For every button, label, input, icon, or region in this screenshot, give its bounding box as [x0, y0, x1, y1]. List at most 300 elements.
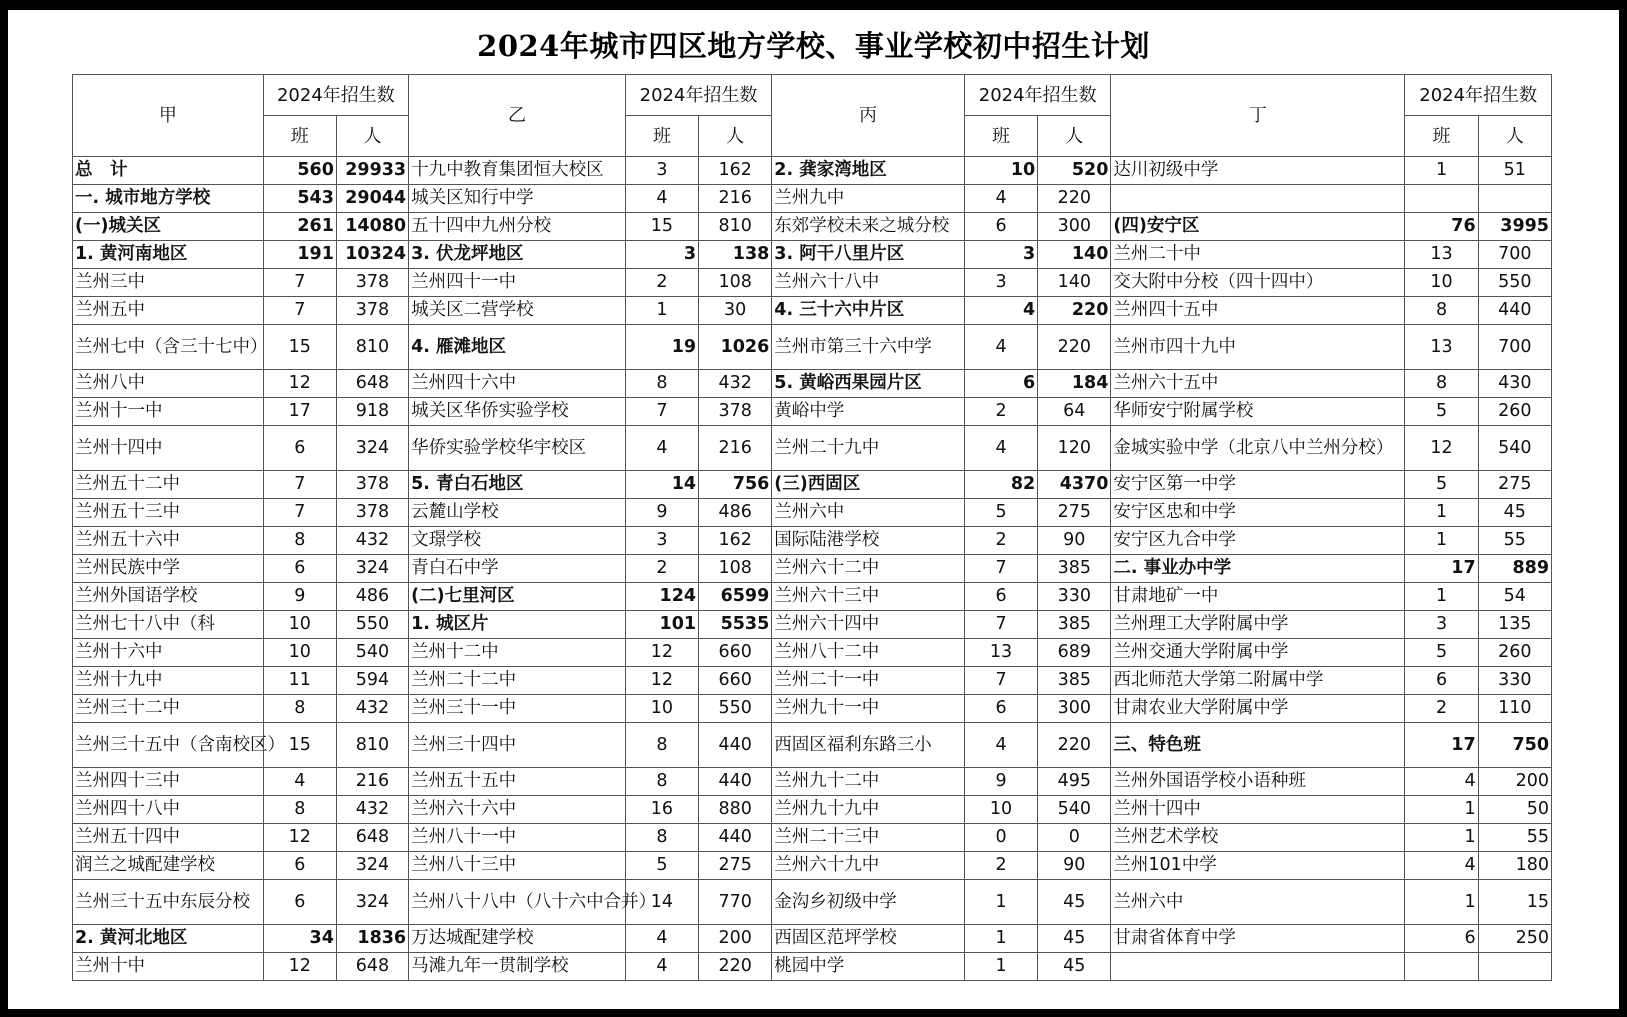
class-count-cell: 4	[625, 185, 698, 213]
people-count-cell: 432	[336, 527, 408, 555]
school-name-cell: 兰州101中学	[1111, 852, 1405, 880]
school-name-cell: 安宁区九合中学	[1111, 527, 1405, 555]
school-name-cell: 兰州十九中	[73, 667, 264, 695]
people-count-cell: 1836	[336, 925, 408, 953]
school-name-cell: 甘肃农业大学附属中学	[1111, 695, 1405, 723]
school-name-cell: 文璟学校	[409, 527, 626, 555]
people-count-cell: 540	[336, 639, 408, 667]
school-name-cell: 兰州民族中学	[73, 555, 264, 583]
people-count-cell: 216	[336, 768, 408, 796]
people-count-cell: 140	[1038, 269, 1111, 297]
class-count-cell: 6	[1405, 925, 1478, 953]
class-count-cell: 82	[964, 471, 1037, 499]
class-count-cell: 10	[1405, 269, 1478, 297]
people-count-cell: 220	[1038, 185, 1111, 213]
school-name-cell: 兰州六中	[772, 499, 965, 527]
people-count-cell: 324	[336, 426, 408, 471]
school-name-cell: 兰州四十五中	[1111, 297, 1405, 325]
class-count-cell: 3	[625, 241, 698, 269]
school-name-cell: 兰州八中	[73, 370, 264, 398]
people-count-cell: 120	[1038, 426, 1111, 471]
class-count-cell: 2	[1405, 695, 1478, 723]
class-count-cell: 15	[263, 325, 336, 370]
class-count-cell: 3	[625, 527, 698, 555]
people-count-cell: 324	[336, 555, 408, 583]
people-count-cell: 29933	[336, 157, 408, 185]
school-name-cell: (一)城关区	[73, 213, 264, 241]
people-count-cell: 750	[1478, 723, 1551, 768]
class-count-cell: 3	[625, 157, 698, 185]
class-count-cell: 17	[263, 398, 336, 426]
class-header: 班	[964, 116, 1037, 157]
class-count-cell: 13	[964, 639, 1037, 667]
class-count-cell	[1405, 185, 1478, 213]
class-count-cell: 6	[263, 880, 336, 925]
people-count-cell: 540	[1038, 796, 1111, 824]
people-count-cell: 810	[336, 723, 408, 768]
people-count-cell: 486	[699, 499, 772, 527]
class-header: 班	[625, 116, 698, 157]
school-name-cell: 万达城配建学校	[409, 925, 626, 953]
class-count-cell: 6	[964, 583, 1037, 611]
class-count-cell: 15	[625, 213, 698, 241]
people-count-cell: 90	[1038, 852, 1111, 880]
school-name-cell: 兰州四十八中	[73, 796, 264, 824]
school-name-cell: 兰州五十六中	[73, 527, 264, 555]
school-name-cell: 兰州艺术学校	[1111, 824, 1405, 852]
people-count-cell	[1478, 185, 1551, 213]
class-count-cell: 14	[625, 880, 698, 925]
class-count-cell: 9	[964, 768, 1037, 796]
people-count-cell: 55	[1478, 824, 1551, 852]
class-count-cell: 3	[964, 241, 1037, 269]
class-count-cell: 6	[964, 213, 1037, 241]
class-count-cell: 4	[964, 426, 1037, 471]
class-count-cell: 4	[964, 325, 1037, 370]
school-name-cell: 兰州三十一中	[409, 695, 626, 723]
school-name-cell: 兰州六十八中	[772, 269, 965, 297]
school-name-cell: 兰州四十三中	[73, 768, 264, 796]
class-count-cell: 76	[1405, 213, 1478, 241]
table-row	[73, 723, 1552, 768]
group-header: 丁	[1111, 75, 1405, 157]
people-count-cell: 330	[1478, 667, 1551, 695]
people-count-cell: 880	[699, 796, 772, 824]
table-row	[73, 611, 1552, 639]
class-count-cell: 34	[263, 925, 336, 953]
school-name-cell: 总 计	[73, 157, 264, 185]
school-name-cell: 兰州七中（含三十七中）	[73, 325, 264, 370]
class-count-cell	[1405, 953, 1478, 981]
school-name-cell: 兰州交通大学附属中学	[1111, 639, 1405, 667]
school-name-cell: 兰州五中	[73, 297, 264, 325]
people-count-cell: 108	[699, 269, 772, 297]
table-row	[73, 953, 1552, 981]
class-count-cell: 12	[625, 639, 698, 667]
people-count-cell: 700	[1478, 241, 1551, 269]
people-count-cell: 184	[1038, 370, 1111, 398]
people-count-cell: 220	[1038, 325, 1111, 370]
class-count-cell: 5	[1405, 639, 1478, 667]
document-title: 2024年城市四区地方学校、事业学校初中招生计划	[477, 29, 1150, 63]
school-name-cell: 一. 城市地方学校	[73, 185, 264, 213]
school-name-cell: (四)安宁区	[1111, 213, 1405, 241]
school-name-cell: 兰州七十八中（科	[73, 611, 264, 639]
class-count-cell: 1	[964, 880, 1037, 925]
people-count-cell: 385	[1038, 555, 1111, 583]
school-name-cell: 兰州六十六中	[409, 796, 626, 824]
table-row	[73, 583, 1552, 611]
people-count-cell: 135	[1478, 611, 1551, 639]
table-row	[73, 852, 1552, 880]
class-count-cell: 3	[1405, 611, 1478, 639]
class-count-cell: 8	[625, 370, 698, 398]
school-name-cell: 甘肃省体育中学	[1111, 925, 1405, 953]
people-count-cell: 689	[1038, 639, 1111, 667]
class-count-cell: 4	[625, 426, 698, 471]
school-name-cell: 城关区华侨实验学校	[409, 398, 626, 426]
school-name-cell: 兰州五十四中	[73, 824, 264, 852]
people-count-cell: 810	[336, 325, 408, 370]
table-row	[73, 499, 1552, 527]
class-count-cell: 4	[964, 297, 1037, 325]
class-count-cell: 4	[625, 953, 698, 981]
people-count-cell: 108	[699, 555, 772, 583]
people-count-cell: 14080	[336, 213, 408, 241]
table-row	[73, 370, 1552, 398]
people-count-cell: 4370	[1038, 471, 1111, 499]
people-count-cell: 918	[336, 398, 408, 426]
class-count-cell: 2	[964, 398, 1037, 426]
people-count-cell: 45	[1038, 953, 1111, 981]
people-count-cell: 180	[1478, 852, 1551, 880]
people-count-cell: 110	[1478, 695, 1551, 723]
people-count-cell: 216	[699, 426, 772, 471]
class-count-cell: 9	[625, 499, 698, 527]
class-count-cell: 1	[1405, 583, 1478, 611]
people-count-cell: 300	[1038, 213, 1111, 241]
class-count-cell: 7	[964, 611, 1037, 639]
school-name-cell: 黄峪中学	[772, 398, 965, 426]
class-count-cell: 10	[964, 157, 1037, 185]
class-count-cell: 1	[1405, 157, 1478, 185]
school-name-cell: 城关区二营学校	[409, 297, 626, 325]
people-count-cell: 162	[699, 527, 772, 555]
class-count-cell: 6	[964, 695, 1037, 723]
people-header: 人	[336, 116, 408, 157]
class-count-cell: 2	[625, 269, 698, 297]
people-count-cell: 378	[336, 471, 408, 499]
people-count-cell: 810	[699, 213, 772, 241]
school-name-cell: 兰州六十二中	[772, 555, 965, 583]
school-name-cell: 5. 黄峪西果园片区	[772, 370, 965, 398]
class-count-cell: 7	[964, 555, 1037, 583]
school-name-cell: (二)七里河区	[409, 583, 626, 611]
class-count-cell: 5	[964, 499, 1037, 527]
people-count-cell: 275	[699, 852, 772, 880]
people-count-cell: 200	[1478, 768, 1551, 796]
class-count-cell: 10	[263, 639, 336, 667]
school-name-cell: 兰州二十中	[1111, 241, 1405, 269]
people-count-cell: 45	[1478, 499, 1551, 527]
people-count-cell: 440	[699, 824, 772, 852]
document-page	[8, 10, 1619, 1009]
school-name-cell: 3. 阿干八里片区	[772, 241, 965, 269]
class-count-cell: 8	[1405, 297, 1478, 325]
class-count-cell: 4	[964, 723, 1037, 768]
class-count-cell: 4	[1405, 768, 1478, 796]
people-count-cell: 520	[1038, 157, 1111, 185]
group-header: 乙	[409, 75, 626, 157]
class-count-cell: 261	[263, 213, 336, 241]
people-count-cell: 90	[1038, 527, 1111, 555]
table-row	[73, 297, 1552, 325]
school-name-cell: 兰州五十三中	[73, 499, 264, 527]
class-count-cell: 9	[263, 583, 336, 611]
people-count-cell: 138	[699, 241, 772, 269]
people-count-cell: 30	[699, 297, 772, 325]
people-count-cell: 324	[336, 852, 408, 880]
class-count-cell: 6	[263, 426, 336, 471]
people-count-cell: 660	[699, 667, 772, 695]
people-count-cell: 700	[1478, 325, 1551, 370]
school-name-cell: 兰州理工大学附属中学	[1111, 611, 1405, 639]
class-count-cell: 19	[625, 325, 698, 370]
class-count-cell: 6	[964, 370, 1037, 398]
school-name-cell: 二. 事业办中学	[1111, 555, 1405, 583]
people-count-cell: 486	[336, 583, 408, 611]
school-name-cell: 1. 城区片	[409, 611, 626, 639]
school-name-cell: 华师安宁附属学校	[1111, 398, 1405, 426]
class-count-cell: 1	[1405, 796, 1478, 824]
table-row	[73, 667, 1552, 695]
people-count-cell: 5535	[699, 611, 772, 639]
people-count-cell: 275	[1038, 499, 1111, 527]
people-count-cell: 648	[336, 953, 408, 981]
school-name-cell: 兰州三十五中东辰分校	[73, 880, 264, 925]
school-name-cell: 五十四中九州分校	[409, 213, 626, 241]
people-header: 人	[1478, 116, 1551, 157]
class-count-cell: 16	[625, 796, 698, 824]
school-name-cell: 西固区范坪学校	[772, 925, 965, 953]
class-count-cell: 5	[1405, 471, 1478, 499]
school-name-cell: 兰州外国语学校小语种班	[1111, 768, 1405, 796]
people-count-cell: 594	[336, 667, 408, 695]
class-count-cell: 2	[964, 852, 1037, 880]
class-count-cell: 6	[263, 555, 336, 583]
people-count-cell: 6599	[699, 583, 772, 611]
school-name-cell: 青白石中学	[409, 555, 626, 583]
table-row	[73, 213, 1552, 241]
class-count-cell: 1	[1405, 880, 1478, 925]
table-row	[73, 555, 1552, 583]
people-count-cell: 51	[1478, 157, 1551, 185]
class-count-cell: 13	[1405, 325, 1478, 370]
people-count-cell: 550	[699, 695, 772, 723]
count-header: 2024年招生数	[263, 75, 408, 116]
people-count-cell: 15	[1478, 880, 1551, 925]
people-count-cell: 440	[699, 768, 772, 796]
class-count-cell: 14	[625, 471, 698, 499]
school-name-cell: 安宁区第一中学	[1111, 471, 1405, 499]
people-count-cell: 378	[336, 297, 408, 325]
class-count-cell: 13	[1405, 241, 1478, 269]
table-row	[73, 157, 1552, 185]
class-count-cell: 10	[625, 695, 698, 723]
class-count-cell: 8	[625, 723, 698, 768]
school-name-cell: 兰州六十三中	[772, 583, 965, 611]
people-count-cell: 300	[1038, 695, 1111, 723]
school-name-cell: 4. 三十六中片区	[772, 297, 965, 325]
school-name-cell: 兰州二十一中	[772, 667, 965, 695]
school-name-cell: 西固区福利东路三小	[772, 723, 965, 768]
class-count-cell: 4	[1405, 852, 1478, 880]
school-name-cell: 安宁区忠和中学	[1111, 499, 1405, 527]
school-name-cell: 兰州二十三中	[772, 824, 965, 852]
class-count-cell: 12	[625, 667, 698, 695]
people-count-cell: 220	[1038, 723, 1111, 768]
school-name-cell: 兰州二十九中	[772, 426, 965, 471]
people-count-cell: 648	[336, 824, 408, 852]
school-name-cell: 兰州二十二中	[409, 667, 626, 695]
people-count-cell: 378	[699, 398, 772, 426]
people-count-cell: 216	[699, 185, 772, 213]
school-name-cell: 金城实验中学（北京八中兰州分校）	[1111, 426, 1405, 471]
enrollment-table	[72, 74, 1552, 981]
people-count-cell: 385	[1038, 611, 1111, 639]
count-header: 2024年招生数	[1405, 75, 1552, 116]
school-name-cell: 3. 伏龙坪地区	[409, 241, 626, 269]
school-name-cell: 西北师范大学第二附属中学	[1111, 667, 1405, 695]
table-row	[73, 768, 1552, 796]
people-count-cell: 140	[1038, 241, 1111, 269]
class-count-cell: 12	[263, 953, 336, 981]
school-name-cell	[1111, 953, 1405, 981]
class-count-cell: 4	[964, 185, 1037, 213]
school-name-cell: 华侨实验学校华宇校区	[409, 426, 626, 471]
people-count-cell: 432	[336, 796, 408, 824]
group-header: 丙	[772, 75, 965, 157]
school-name-cell: 兰州九十一中	[772, 695, 965, 723]
class-header: 班	[1405, 116, 1478, 157]
school-name-cell: 兰州六十四中	[772, 611, 965, 639]
school-name-cell: 云麓山学校	[409, 499, 626, 527]
school-name-cell: 兰州外国语学校	[73, 583, 264, 611]
school-name-cell: 兰州十一中	[73, 398, 264, 426]
people-count-cell: 770	[699, 880, 772, 925]
people-count-cell: 55	[1478, 527, 1551, 555]
class-count-cell: 17	[1405, 723, 1478, 768]
people-count-cell: 260	[1478, 639, 1551, 667]
people-count-cell: 660	[699, 639, 772, 667]
school-name-cell: 兰州九中	[772, 185, 965, 213]
school-name-cell: 2. 龚家湾地区	[772, 157, 965, 185]
class-count-cell: 1	[625, 297, 698, 325]
class-header: 班	[263, 116, 336, 157]
people-count-cell: 50	[1478, 796, 1551, 824]
table-row	[73, 639, 1552, 667]
people-header: 人	[1038, 116, 1111, 157]
table-row	[73, 471, 1552, 499]
class-count-cell: 2	[964, 527, 1037, 555]
class-count-cell: 1	[964, 925, 1037, 953]
class-count-cell: 101	[625, 611, 698, 639]
school-name-cell: 兰州十四中	[1111, 796, 1405, 824]
school-name-cell: 兰州八十三中	[409, 852, 626, 880]
class-count-cell: 8	[263, 527, 336, 555]
people-count-cell: 432	[699, 370, 772, 398]
table-row	[73, 325, 1552, 370]
school-name-cell: 马滩九年一贯制学校	[409, 953, 626, 981]
class-count-cell: 7	[625, 398, 698, 426]
school-name-cell: 兰州六十五中	[1111, 370, 1405, 398]
school-name-cell: 兰州五十二中	[73, 471, 264, 499]
school-name-cell: 交大附中分校（四十四中）	[1111, 269, 1405, 297]
class-count-cell: 8	[625, 824, 698, 852]
class-count-cell: 0	[964, 824, 1037, 852]
people-count-cell: 430	[1478, 370, 1551, 398]
school-name-cell: 兰州三十五中（含南校区）	[73, 723, 264, 768]
count-header: 2024年招生数	[964, 75, 1110, 116]
table-row	[73, 527, 1552, 555]
school-name-cell: 兰州九十二中	[772, 768, 965, 796]
class-count-cell: 7	[964, 667, 1037, 695]
school-name-cell: 兰州九十九中	[772, 796, 965, 824]
table-row	[73, 241, 1552, 269]
class-count-cell: 17	[1405, 555, 1478, 583]
class-count-cell: 191	[263, 241, 336, 269]
school-name-cell: 兰州八十八中（八十六中合并）	[409, 880, 626, 925]
table-row	[73, 426, 1552, 471]
table-row	[73, 269, 1552, 297]
class-count-cell: 7	[263, 471, 336, 499]
school-name-cell: 润兰之城配建学校	[73, 852, 264, 880]
class-count-cell: 10	[964, 796, 1037, 824]
people-count-cell: 275	[1478, 471, 1551, 499]
school-name-cell: 兰州十四中	[73, 426, 264, 471]
people-count-cell: 3995	[1478, 213, 1551, 241]
people-count-cell: 385	[1038, 667, 1111, 695]
people-count-cell: 550	[1478, 269, 1551, 297]
people-count-cell: 45	[1038, 880, 1111, 925]
class-count-cell: 3	[964, 269, 1037, 297]
school-name-cell: 兰州十中	[73, 953, 264, 981]
class-count-cell: 7	[263, 269, 336, 297]
class-count-cell: 8	[263, 695, 336, 723]
people-count-cell: 45	[1038, 925, 1111, 953]
school-name-cell: 兰州三十二中	[73, 695, 264, 723]
school-name-cell	[1111, 185, 1405, 213]
people-count-cell: 220	[1038, 297, 1111, 325]
class-count-cell: 7	[263, 297, 336, 325]
school-name-cell: 兰州三十四中	[409, 723, 626, 768]
table-row	[73, 398, 1552, 426]
people-count-cell: 889	[1478, 555, 1551, 583]
people-count-cell: 162	[699, 157, 772, 185]
class-count-cell: 543	[263, 185, 336, 213]
people-count-cell: 330	[1038, 583, 1111, 611]
class-count-cell: 124	[625, 583, 698, 611]
school-name-cell: (三)西固区	[772, 471, 965, 499]
school-name-cell: 2. 黄河北地区	[73, 925, 264, 953]
school-name-cell: 兰州六十九中	[772, 852, 965, 880]
table-row	[73, 925, 1552, 953]
school-name-cell: 兰州四十一中	[409, 269, 626, 297]
table-row	[73, 880, 1552, 925]
people-header: 人	[699, 116, 772, 157]
people-count-cell: 440	[1478, 297, 1551, 325]
table-row	[73, 185, 1552, 213]
